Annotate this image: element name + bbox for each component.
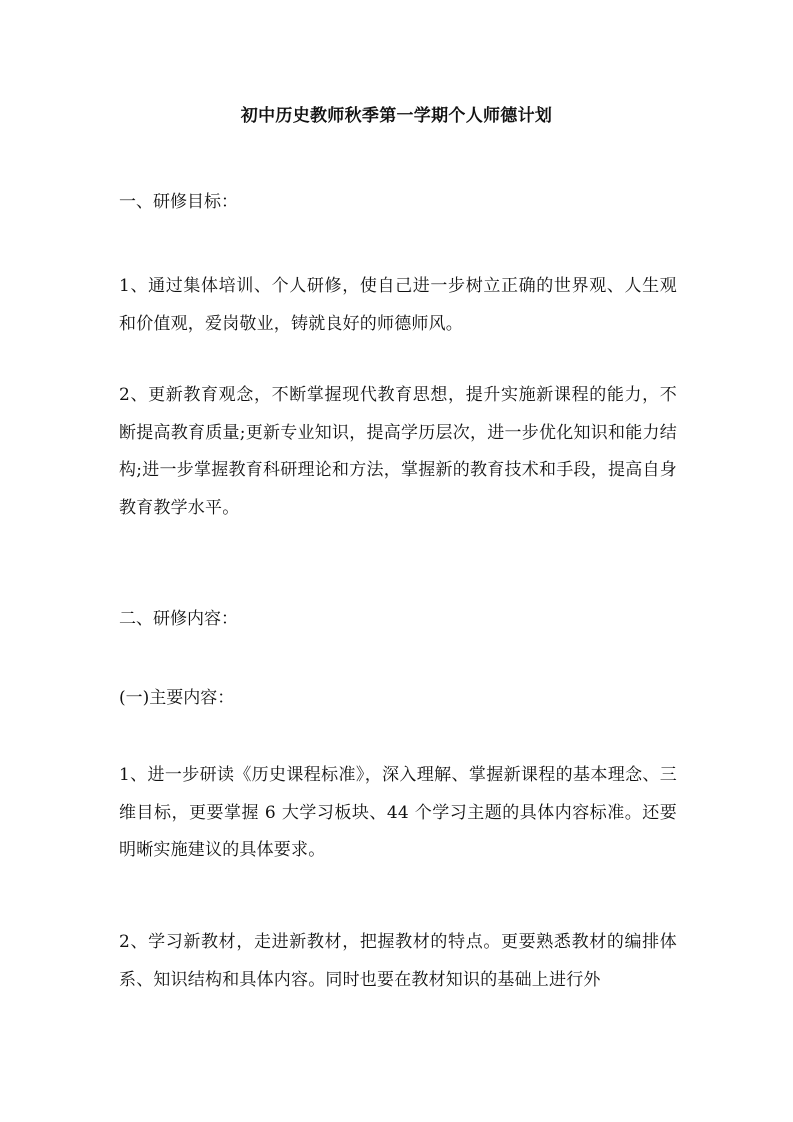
section-heading-goals: 一、研修目标： [119,192,238,212]
section-heading-content: 二、研修内容： [119,609,238,629]
document-title: 初中历史教师秋季第一学期个人师德计划 [240,106,553,126]
paragraph-goal-1: 1、通过集体培训、个人研修，使自己进一步树立正确的世界观、人生观和价值观，爱岗敬业，铸就良好的师德师风。 [119,276,677,334]
paragraph-content-2: 2、学习新教材，走进新教材，把握教材的特点。更要熟悉教材的编排体系、知识结构和具体内容。同时也要在教材知识的基础上进行外 [119,932,677,990]
paragraph-content-1: 1、进一步研读《历史课程标准》，深入理解、掌握新课程的基本理念、三维目标，更要掌握 6 大学习板块、44 个学习主题的具体内容标准。还要明晰实施建议的具体要求。 [119,765,677,860]
paragraph-goal-2: 2、更新教育观念，不断掌握现代教育思想，提升实施新课程的能力，不断提高教育质量;更新专业知识，提高学历层次，进一步优化知识和能力结构;进一步掌握教育科研理论和方法，掌握新的教育技术和手段，提高自身教育教学水平。 [119,385,677,518]
subheading-main-content: (一)主要内容： [119,688,235,708]
